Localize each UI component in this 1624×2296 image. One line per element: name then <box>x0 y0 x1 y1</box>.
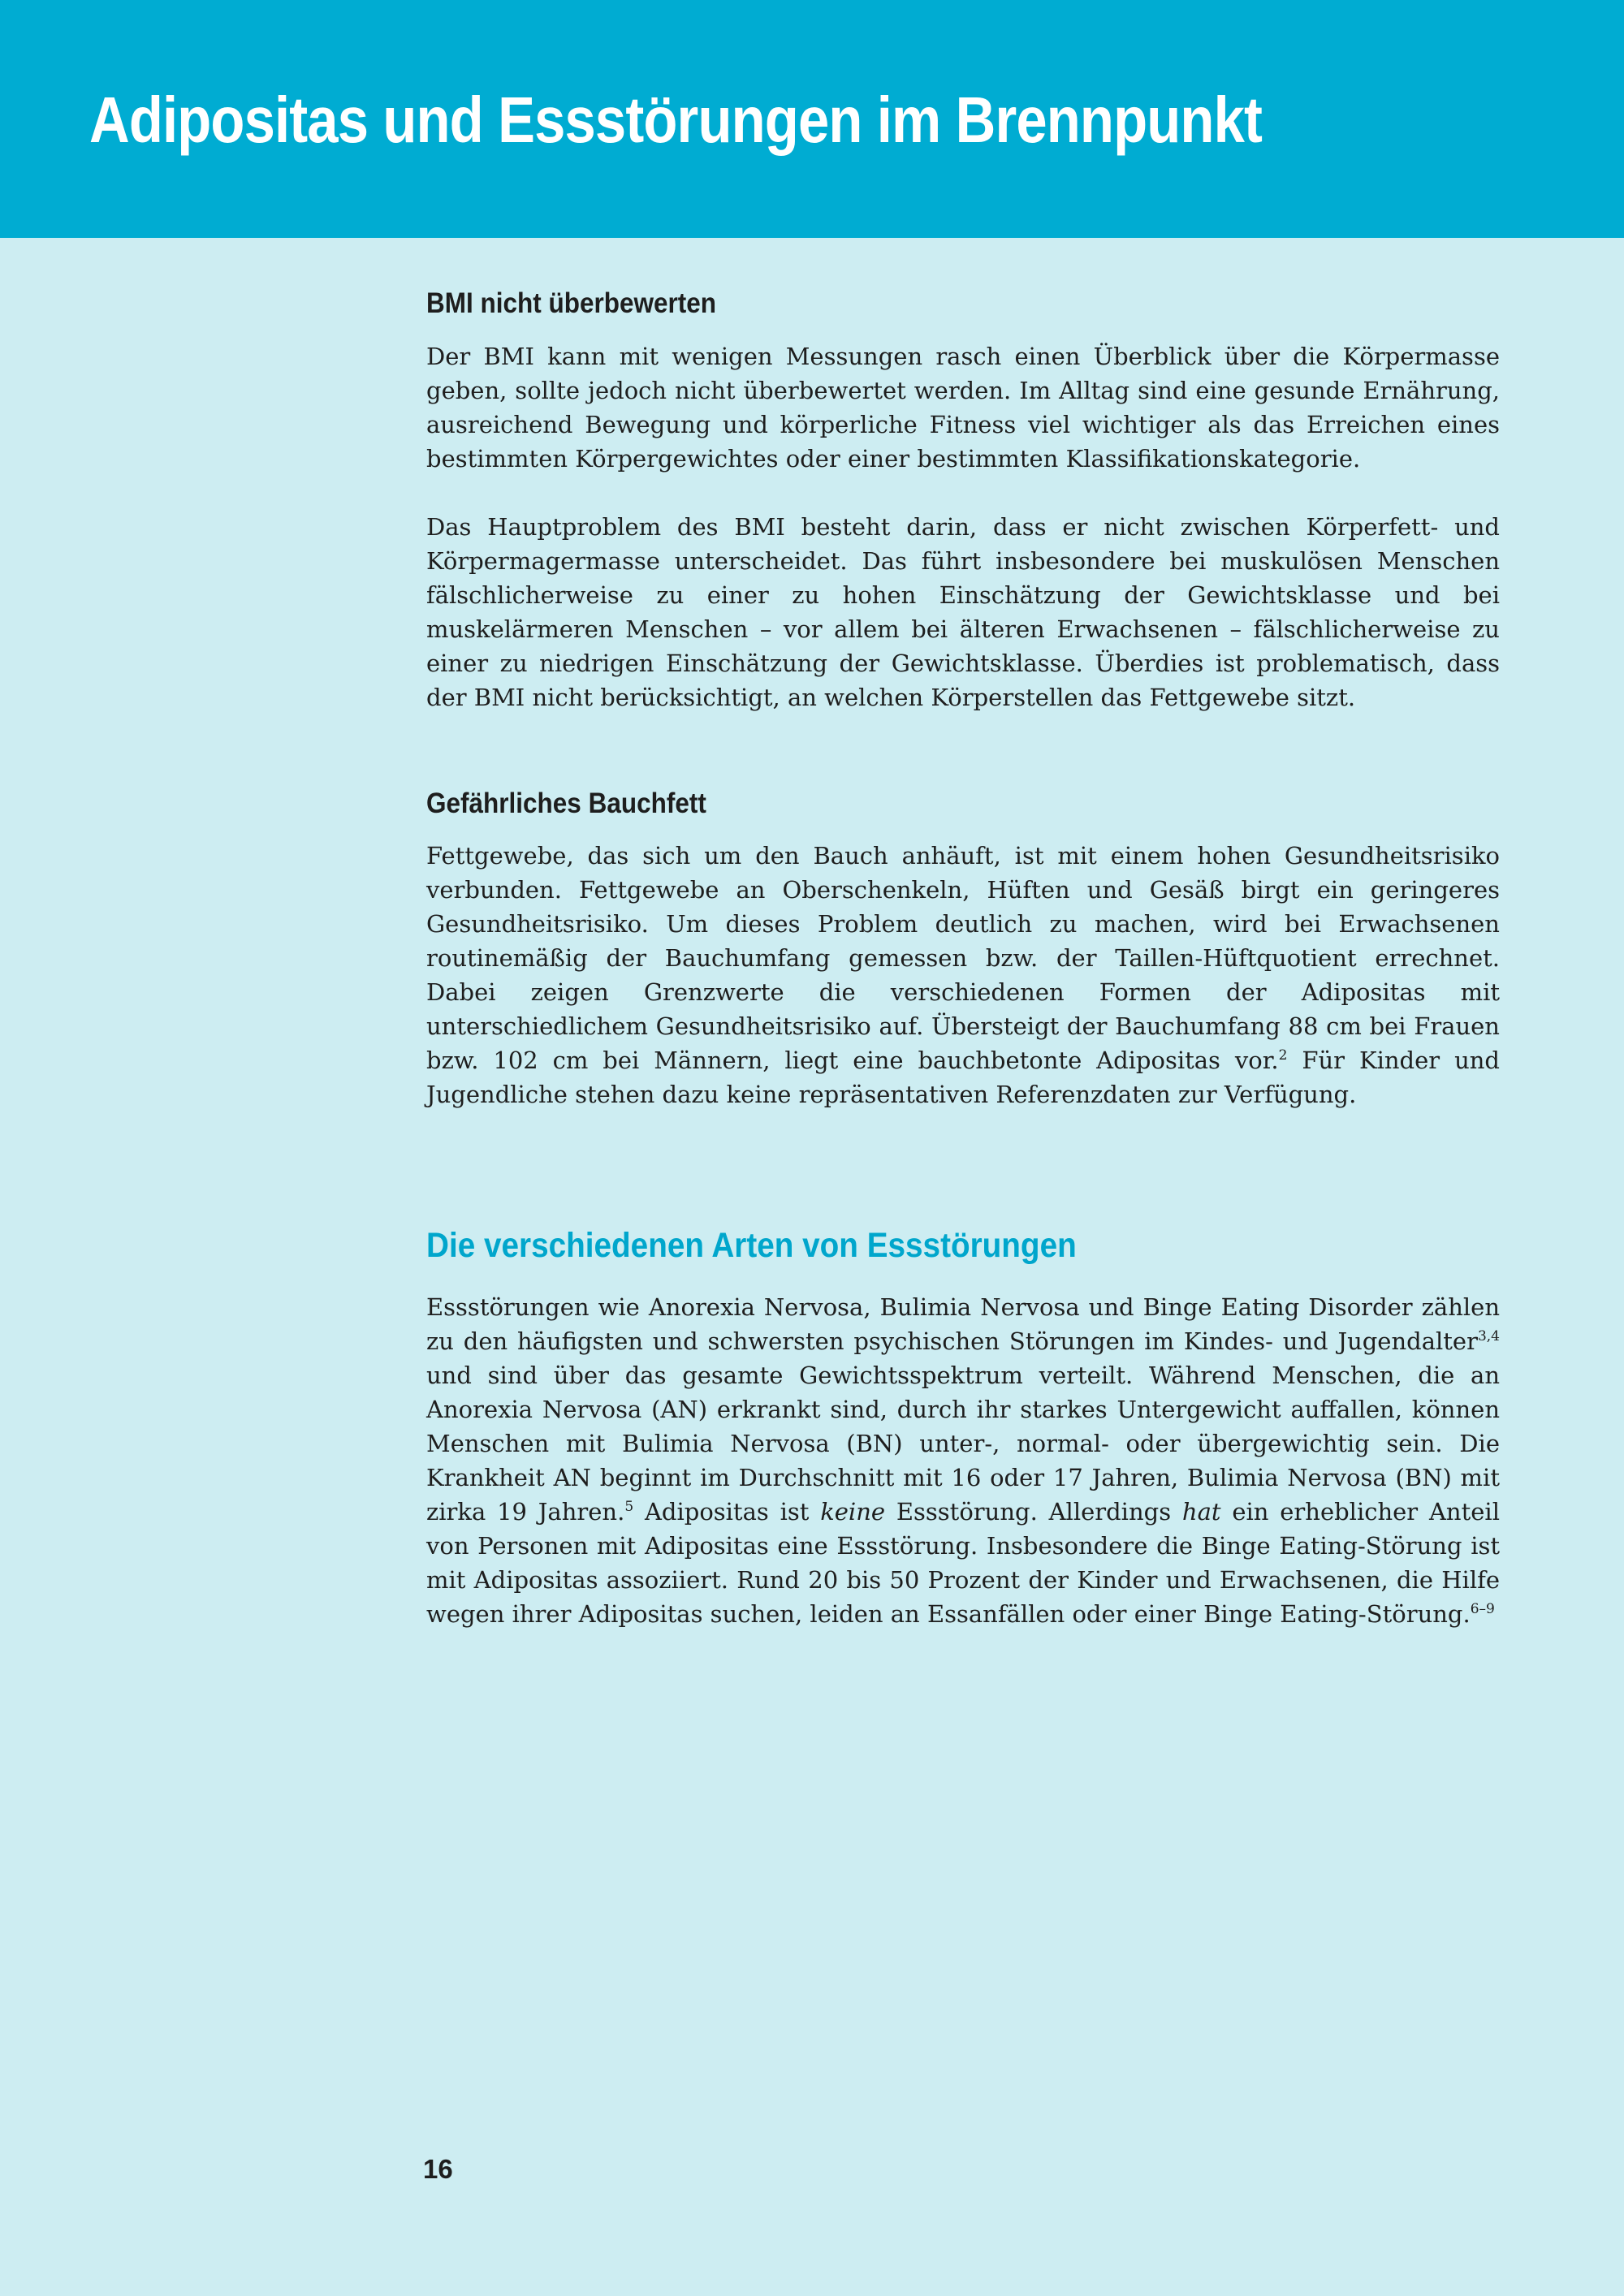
essstoerungen-text-3: Adipositas ist <box>633 1498 821 1526</box>
paragraph-bauchfett-text: Fettgewebe, das sich um den Bauch anhäuft, ist mit einem hohen Gesundheitsrisiko verbunden. Fettgewebe an Oberschenkeln, Hüften und Gesäß birgt ein geringeres Gesundheitsrisiko. Um dieses Problem deutlich zu machen, wird bei Erwachsenen routinemäßig der Bauchumfang gemessen bzw. der Taillen-Hüftquotient errechnet. Dabei zeigen Grenzwerte die verschiedenen Formen der Adipositas mit unterschiedlichem Gesundheitsrisiko auf. Übersteigt der Bauchumfang 88 cm bei Frauen bzw. 102 cm bei Männern, liegt eine bauchbetonte Adipositas vor. <box>426 842 1500 1074</box>
paragraph-bmi-2: Das Hauptproblem des BMI besteht darin, dass er nicht zwischen Körperfett- und Körpermagermasse unterscheidet. Das führt insbesondere bei muskulösen Menschen fälschlicherweise zu einer zu hohen Einschätzung der Gewichtsklasse und bei muskelärmeren Menschen – vor allem bei älteren Erwachsenen – fälschlicherweise zu einer zu niedrigen Einschätzung der Gewichtsklasse. Überdies ist problematisch, dass der BMI nicht berücksichtigt, an welchen Körperstellen das Fettgewebe sitzt. <box>426 513 1500 711</box>
section-heading-bauchfett: Gefährliches Bauchfett <box>426 788 706 819</box>
emphasis-hat: hat <box>1181 1498 1221 1526</box>
paragraph-essstoerungen <box>426 1290 1500 1631</box>
essstoerungen-text-4: Essstörung. Allerdings <box>885 1498 1182 1526</box>
paragraph-bauchfett <box>426 839 1500 1111</box>
page-number: 16 <box>423 2154 453 2184</box>
essstoerungen-text-2: und sind über das gesamte Gewichtsspektrum verteilt. Während Menschen, die an Anorexia Nervosa (AN) erkrankt sind, durch ihr starkes Untergewicht auffallen, können Menschen mit Bulimia Nervosa (BN) unter-, normal- oder übergewichtig sein. Die Krankheit AN beginnt im Durchschnitt mit 16 oder 17 Jahren, Bulimia Nervosa (BN) mit zirka 19 Jahren. <box>426 1362 1500 1526</box>
paragraph-bauchfett-tail: Für Kinder und Jugendliche stehen dazu keine repräsentativen Referenzdaten zur Verfügung. <box>426 1047 1500 1108</box>
essstoerungen-text-1: Essstörungen wie Anorexia Nervosa, Bulimia Nervosa und Binge Eating Disorder zählen zu den häufigsten und schwersten psychischen Störungen im Kindes- und Jugendalter <box>426 1293 1500 1355</box>
emphasis-keine: keine <box>820 1498 886 1526</box>
footnote-ref: 6–9 <box>1470 1601 1495 1617</box>
paragraph-bmi-1: Der BMI kann mit wenigen Messungen rasch einen Überblick über die Körpermasse geben, sollte jedoch nicht überbewertet werden. Im Alltag sind eine gesunde Ernährung, ausreichend Bewegung und körperliche Fitness viel wichtiger als das Erreichen eines bestimmten Körpergewichtes oder einer bestimmten Klassifikationskategorie. <box>426 343 1500 473</box>
header-band <box>0 0 1624 238</box>
footnote-ref: 5 <box>624 1499 634 1515</box>
section-heading-essstoerungen: Die verschiedenen Arten von Essstörungen <box>426 1226 1077 1265</box>
essstoerungen-text-5: ein erheblicher Anteil von Personen mit Adipositas eine Essstörung. Insbesondere die Binge Eating-Störung ist mit Adipositas assoziiert. Rund 20 bis 50 Prozent der Kinder und Erwachsenen, die Hilfe wegen ihrer Adipositas suchen, leiden an Essanfällen oder einer Binge Eating-Störung. <box>426 1498 1500 1628</box>
footnote-ref: 2 <box>1278 1047 1288 1064</box>
section-heading-bmi: BMI nicht überbewerten <box>426 287 717 319</box>
footnote-ref: 3,4 <box>1477 1328 1500 1344</box>
page-title: Adipositas und Essstörungen im Brennpunkt <box>89 84 1263 156</box>
